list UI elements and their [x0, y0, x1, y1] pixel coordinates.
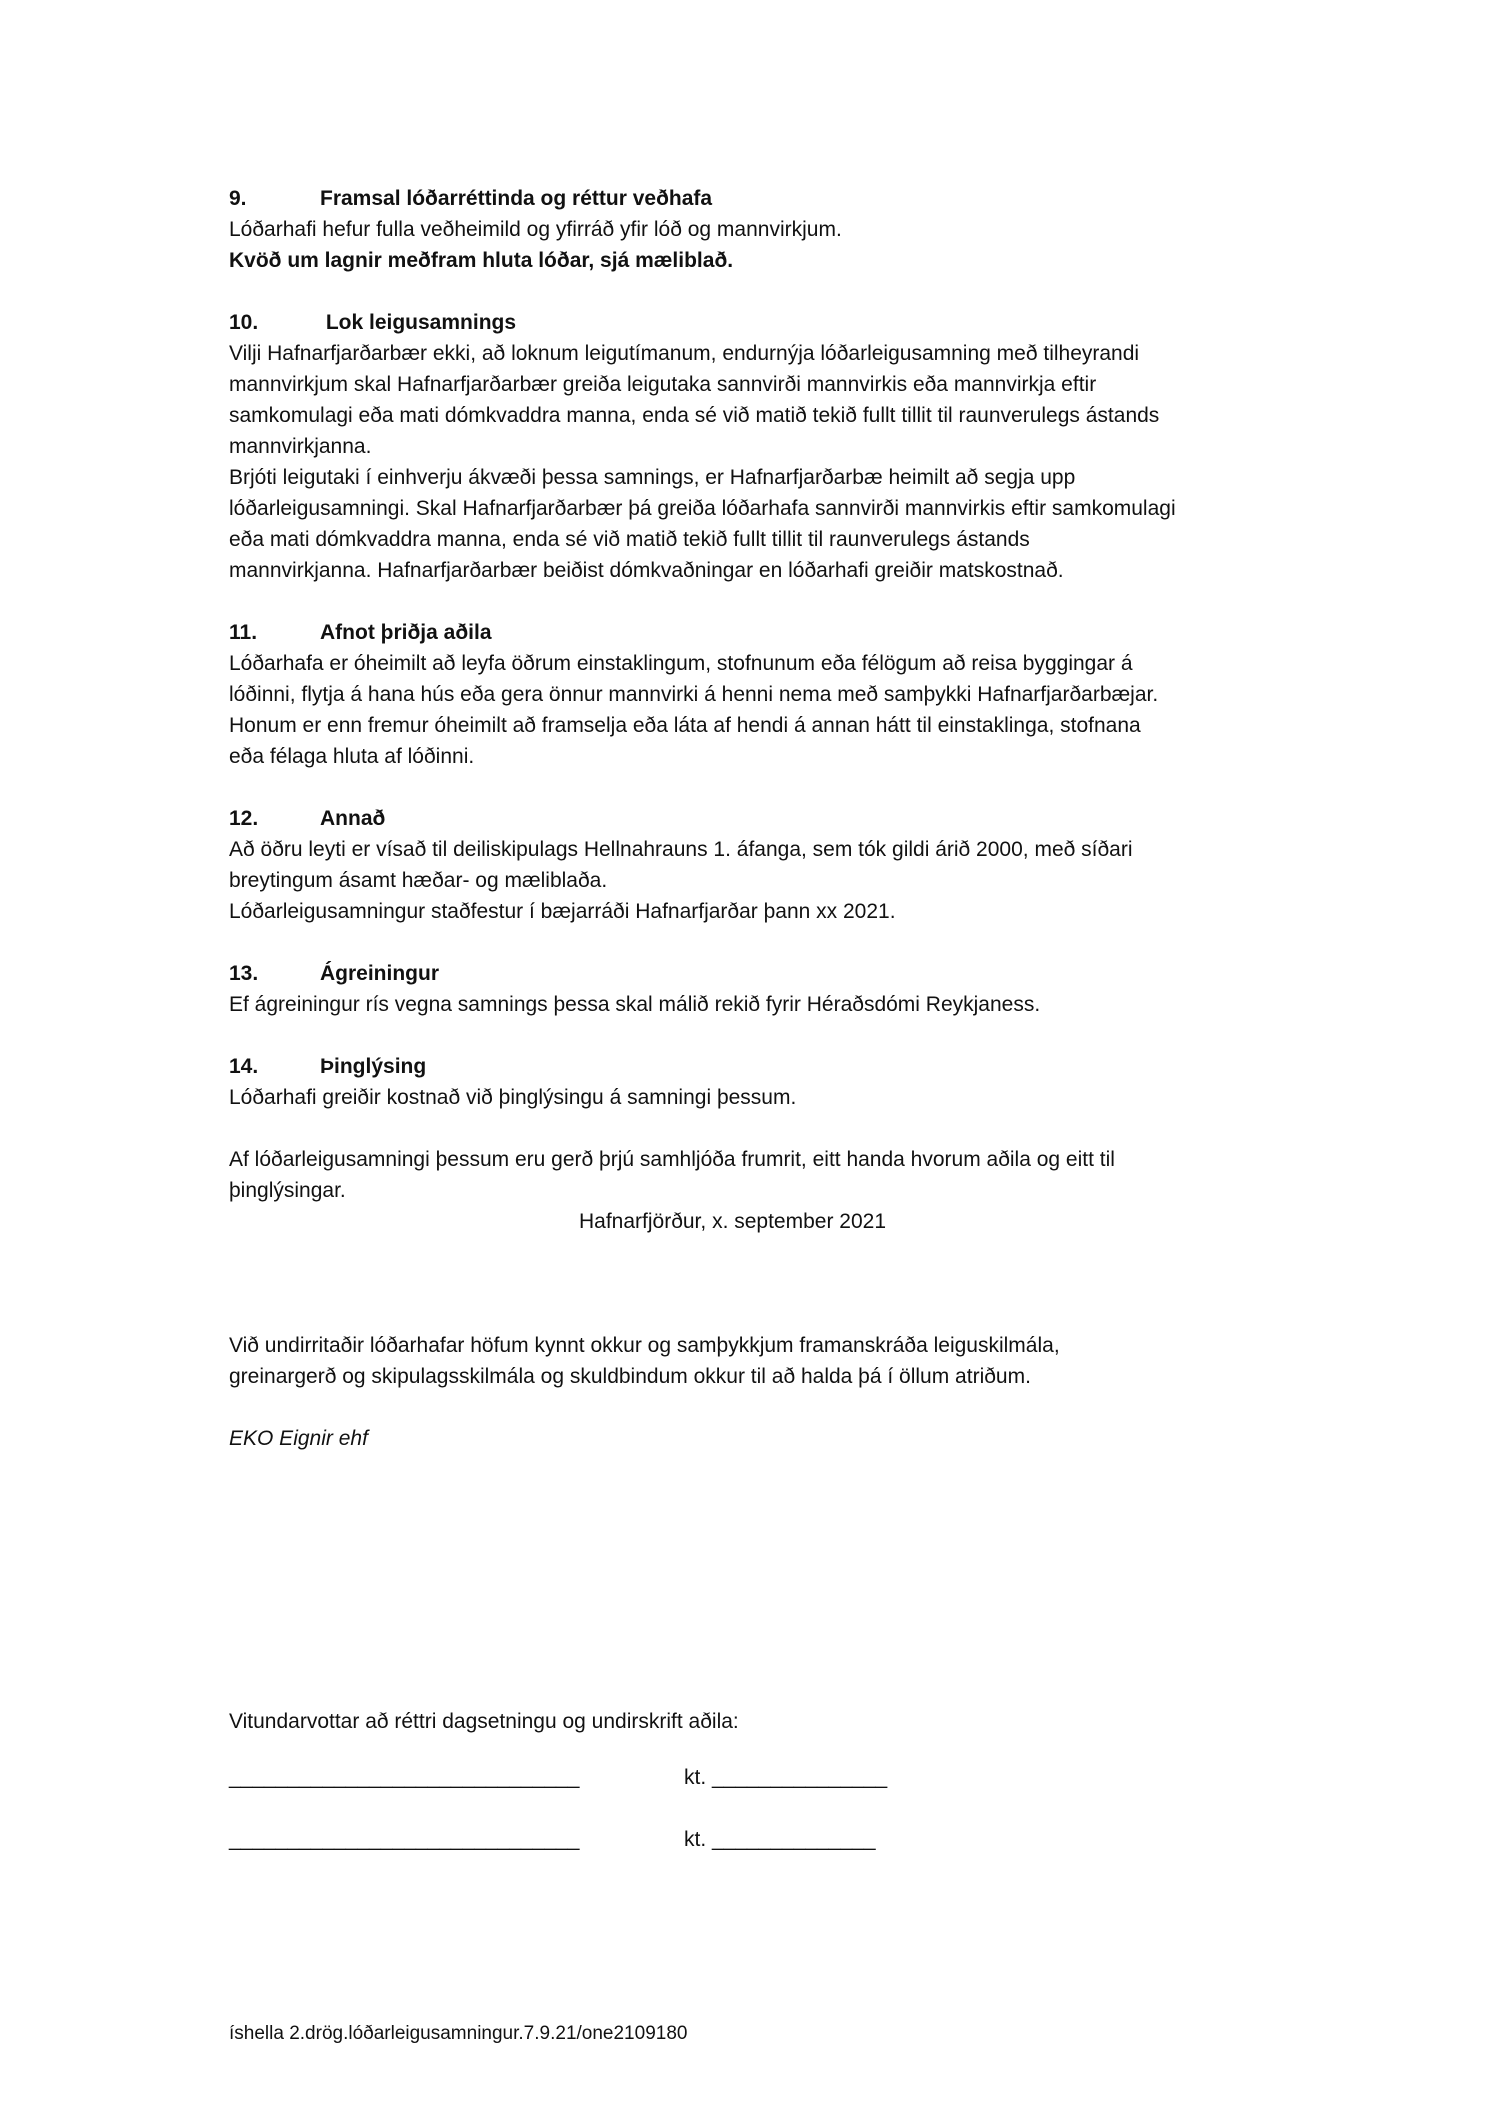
- closing-line-2: þinglýsingar.: [229, 1179, 346, 1202]
- section-number: 11.: [229, 621, 258, 644]
- section-title: Þinglýsing: [320, 1055, 427, 1078]
- section-text-line: mannvirkjanna.: [229, 435, 372, 458]
- section-text-line: Ef ágreiningur rís vegna samnings þessa skal málið rekið fyrir Héraðsdómi Reykjaness.: [229, 993, 1041, 1016]
- section-number: 13.: [229, 962, 259, 985]
- section-text-line: mannvirkjum skal Hafnarfjarðarbær greiða leigutaka sannvirði mannvirkis eða mannvirkja eftir: [229, 373, 1097, 396]
- section-text-line: Lóðarhafi greiðir kostnað við þinglýsingu á samningi þessum.: [229, 1086, 797, 1109]
- section-title: Ágreiningur: [320, 962, 439, 985]
- footer-reference: íshella 2.drög.lóðarleigusamningur.7.9.21/one2109180: [229, 2023, 688, 2044]
- section-text-line: Honum er enn fremur óheimilt að framselja eða láta af hendi á annan hátt til einstaklinga, stofnana: [229, 714, 1141, 737]
- signature-line: ______________________________: [229, 1766, 580, 1789]
- acceptance-line-1: Við undirritaðir lóðarhafar höfum kynnt okkur og samþykkjum framanskráða leiguskilmála,: [229, 1334, 1060, 1357]
- section-text-line: Vilji Hafnarfjarðarbær ekki, að loknum leigutímanum, endurnýja lóðarleigusamning með tilheyrandi: [229, 342, 1140, 365]
- section-text-line: lóðinni, flytja á hana hús eða gera önnur mannvirki á henni nema með samþykki Hafnarfjarðarbæjar.: [229, 683, 1159, 706]
- signature-row-1: [229, 1762, 887, 1793]
- party-name: EKO Eignir ehf: [229, 1427, 368, 1450]
- document-body: [229, 183, 1329, 1454]
- kt-field: kt. ______________: [684, 1828, 876, 1851]
- section-number: 9.: [229, 187, 247, 210]
- section-title: Lok leigusamnings: [320, 311, 517, 334]
- witness-label: Vitundarvottar að réttri dagsetningu og undirskrift aðila:: [229, 1710, 739, 1733]
- place-date: Hafnarfjörður, x. september 2021: [579, 1210, 887, 1233]
- section-text-line: eða félaga hluta af lóðinni.: [229, 745, 475, 768]
- closing-line-1: Af lóðarleigusamningi þessum eru gerð þrjú samhljóða frumrit, eitt handa hvorum aðila og eitt til: [229, 1148, 1115, 1171]
- section-text-line: mannvirkjanna. Hafnarfjarðarbær beiðist dómkvaðningar en lóðarhafi greiðir matskostnað.: [229, 559, 1064, 582]
- section-heading: [229, 958, 1329, 989]
- section-number: 14.: [229, 1055, 259, 1078]
- section-text-line: samkomulagi eða mati dómkvaddra manna, enda sé við matið tekið fullt tillit til raunverulegs ástands: [229, 404, 1160, 427]
- section-number: 12.: [229, 807, 259, 830]
- section-text-line: Lóðarleigusamningur staðfestur í bæjarráði Hafnarfjarðar þann xx 2021.: [229, 900, 896, 923]
- section-text-line: Að öðru leyti er vísað til deiliskipulags Hellnahrauns 1. áfanga, sem tók gildi árið 2000, með síðari: [229, 838, 1133, 861]
- acceptance-line-2: greinargerð og skipulagsskilmála og skuldbindum okkur til að halda þá í öllum atriðum.: [229, 1365, 1031, 1388]
- section-heading: [229, 307, 1329, 338]
- section-heading: [229, 803, 1329, 834]
- section-text-line: Lóðarhafa er óheimilt að leyfa öðrum einstaklingum, stofnunum eða félögum að reisa byggingar á: [229, 652, 1133, 675]
- section-title: Afnot þriðja aðila: [320, 621, 492, 644]
- section-heading: [229, 617, 1329, 648]
- section-heading: [229, 183, 1329, 214]
- section-title: Annað: [320, 807, 386, 830]
- section-text-line: breytingum ásamt hæðar- og mæliblaða.: [229, 869, 608, 892]
- section-heading: [229, 1051, 1329, 1082]
- section-title: Framsal lóðarréttinda og réttur veðhafa: [320, 187, 713, 210]
- section-text-line: eða mati dómkvaddra manna, enda sé við matið tekið fullt tillit til raunverulegs ástands: [229, 528, 1030, 551]
- section-text-line: Lóðarhafi hefur fulla veðheimild og yfirráð yfir lóð og mannvirkjum.: [229, 218, 842, 241]
- signature-row-2: [229, 1824, 876, 1855]
- kt-field: kt. _______________: [684, 1766, 888, 1789]
- section-number: 10.: [229, 311, 259, 334]
- signature-line: ______________________________: [229, 1828, 580, 1851]
- sections-container: [229, 183, 1329, 1113]
- section-text-line: Brjóti leigutaki í einhverju ákvæði þessa samnings, er Hafnarfjarðarbæ heimilt að segja upp: [229, 466, 1076, 489]
- section-text-line: Kvöð um lagnir meðfram hluta lóðar, sjá mæliblað.: [229, 249, 734, 272]
- section-text-line: lóðarleigusamningi. Skal Hafnarfjarðarbær þá greiða lóðarhafa sannvirði mannvirkis eftir samkomulagi: [229, 497, 1176, 520]
